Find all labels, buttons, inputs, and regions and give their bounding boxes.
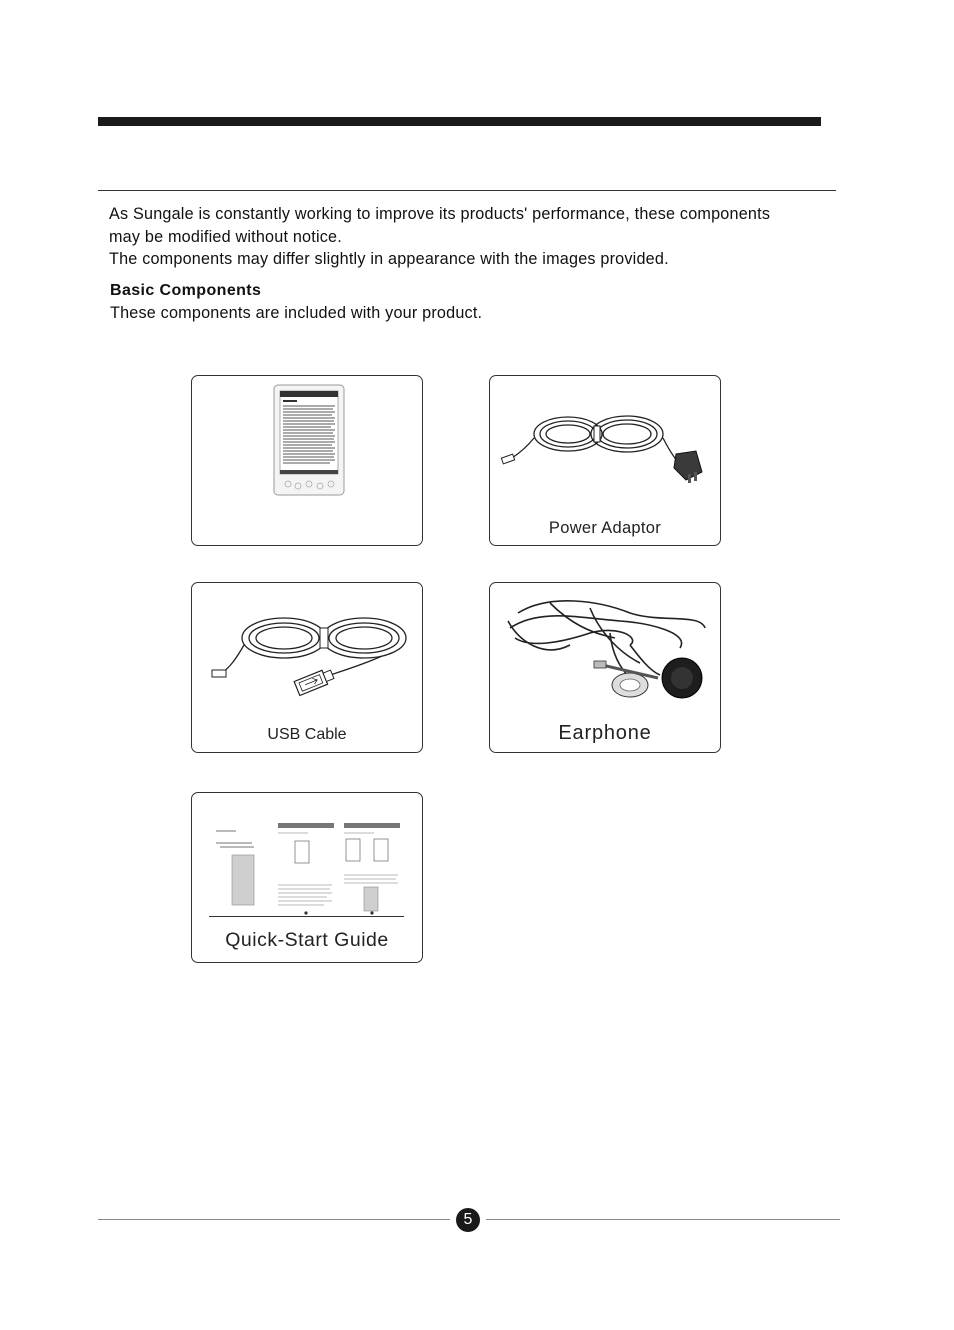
footer-rule-left [98,1219,450,1220]
header-rule [98,190,836,191]
intro-line-3: The components may differ slightly in appearance with the images provided. [109,250,669,268]
quick-start-guide-label: Quick-Start Guide [225,929,389,951]
footer-rule-right [486,1219,840,1220]
ereader-image [192,376,422,545]
usb-cable-card [191,582,423,753]
section-description: These components are included with your product. [110,304,483,322]
earphone-label: Earphone [558,722,652,744]
power-adaptor-card [489,375,721,546]
intro-line-1: As Sungale is constantly working to improve its products' performance, these components [109,205,771,223]
intro-text [109,203,869,271]
section-title: Basic Components [110,282,262,299]
page-number: 5 [456,1208,480,1232]
intro-line-2: may be modified without notice. [109,227,342,246]
quick-start-guide-card [191,792,423,963]
usb-cable-label: USB Cable [267,726,347,743]
power-adaptor-label: Power Adaptor [548,519,662,537]
earphone-card [489,582,721,753]
guide-divider [209,916,404,917]
header-bar [98,117,821,126]
ereader-card [191,375,423,546]
